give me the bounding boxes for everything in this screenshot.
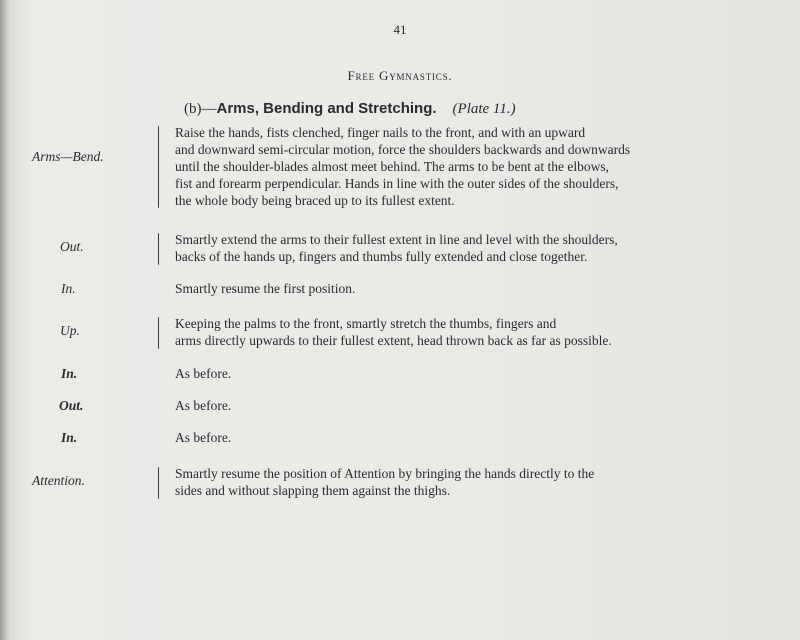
text-line: Keeping the palms to the front, smartly stretch the thumbs, fingers and: [175, 316, 557, 331]
text-line: arms directly upwards to their fullest extent, head thrown back as far as possible.: [175, 333, 612, 348]
brace: [158, 467, 159, 499]
page-spine-edge: [0, 0, 10, 640]
brace: [158, 126, 159, 208]
side-label: In.: [61, 430, 78, 445]
text-line: fist and forearm perpendicular. Hands in line with the outer sides of the shoulders,: [175, 176, 619, 191]
entry-text: As before.: [175, 430, 232, 445]
brace: [158, 317, 159, 349]
section-title: [184, 100, 516, 118]
side-label: Attention.: [32, 473, 85, 488]
text-line: Raise the hands, fists clenched, finger nails to the front, and with an upward: [175, 125, 586, 140]
entry-text: As before.: [175, 398, 232, 413]
entry-text: [175, 231, 705, 265]
text-line: backs of the hands up, fingers and thumbs fully extended and close together.: [175, 249, 588, 264]
section-heading: Arms, Bending and Stretching.: [216, 100, 437, 117]
text-line: sides and without slapping them against the thighs.: [175, 483, 451, 498]
brace: [158, 233, 159, 265]
text-line: the whole body being braced up to its fullest extent.: [175, 193, 455, 208]
page-number: 41: [393, 22, 407, 37]
side-label: Up.: [60, 323, 80, 338]
side-label: Arms—Bend.: [32, 149, 104, 164]
text-line: until the shoulder-blades almost meet behind. The arms to be bent at the elbows,: [175, 159, 610, 174]
side-label: In.: [61, 366, 78, 381]
entry-text: As before.: [175, 366, 232, 381]
side-label: Out.: [59, 398, 84, 413]
text-line: Smartly resume the position of Attention by bringing the hands directly to the: [175, 466, 595, 481]
entry-text: Smartly resume the first position.: [175, 281, 356, 296]
plate-reference: (Plate 11.): [452, 101, 516, 117]
section-label: (b)—: [184, 101, 217, 117]
side-label: Out.: [60, 239, 84, 254]
text-line: Smartly extend the arms to their fullest extent in line and level with the shoulders,: [175, 232, 618, 247]
text-line: and downward semi-circular motion, force the shoulders backwards and downwards: [175, 142, 631, 157]
entry-text: [175, 465, 705, 499]
entry-text: [175, 315, 705, 349]
side-label: In.: [61, 281, 76, 296]
running-head: Free Gymnastics.: [347, 68, 453, 83]
entry-text: [175, 124, 705, 209]
